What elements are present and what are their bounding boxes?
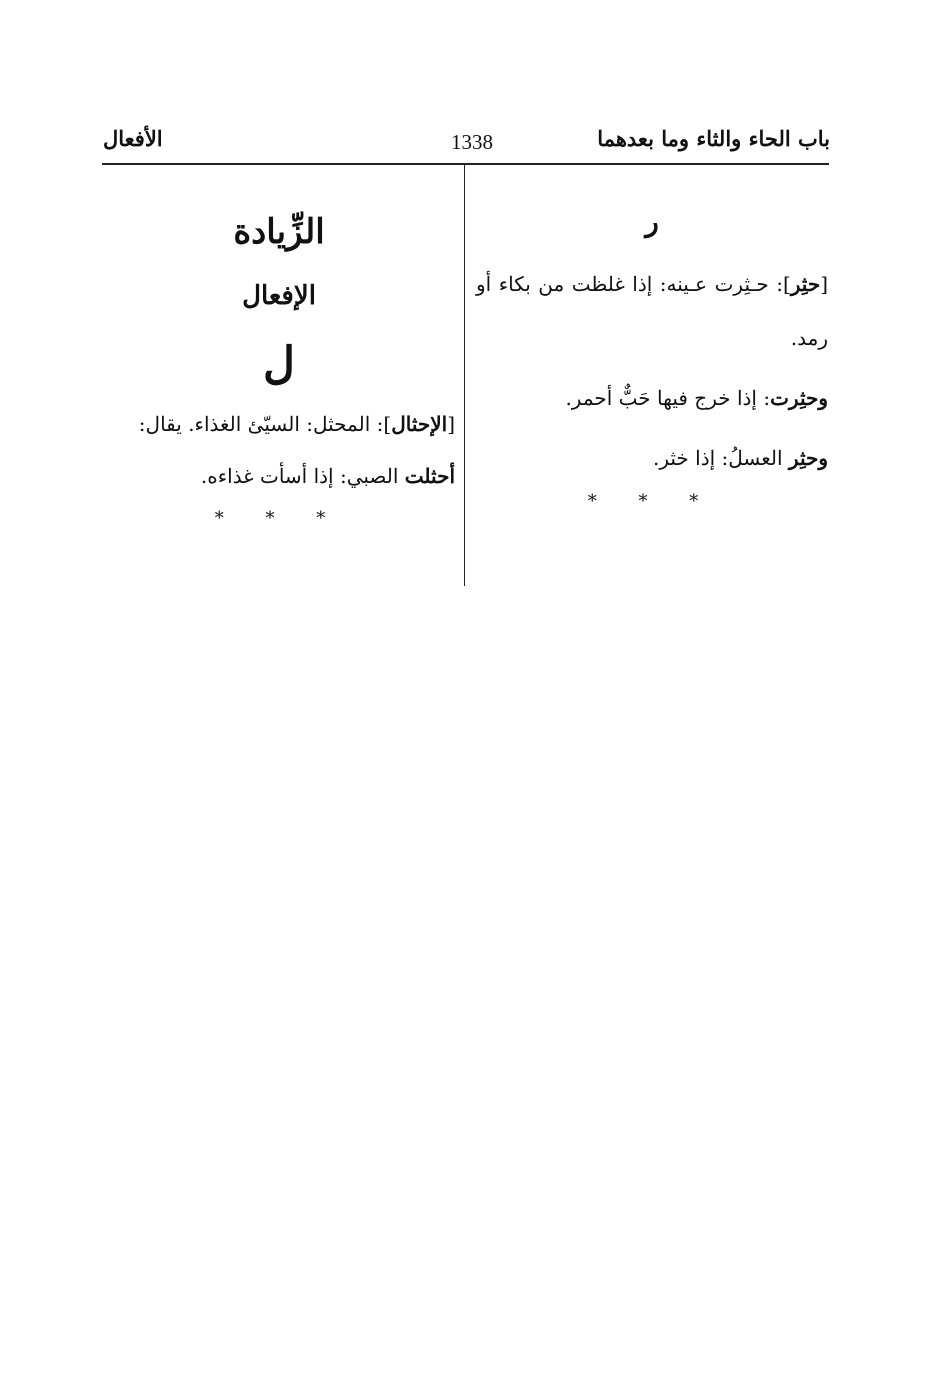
definition-text: العسلُ: إذا خثر.	[652, 445, 789, 470]
headword: أحثلت	[404, 464, 455, 489]
bracket-open: [	[447, 412, 455, 437]
headword: الإحثال	[391, 412, 448, 437]
entry-wahathira-honey	[476, 431, 828, 485]
bracket-open: [	[820, 271, 828, 296]
header-rule	[102, 163, 829, 165]
bracket-close: ]	[383, 412, 392, 437]
bracket-close: ]	[782, 271, 791, 296]
subsection-title: الإفعال	[242, 281, 316, 312]
headword: وحثِر	[788, 445, 828, 470]
entry-al-ihthal	[103, 398, 455, 502]
page-number: 1338	[451, 130, 493, 154]
column-divider	[464, 165, 465, 586]
entry-wahathirat	[476, 371, 828, 425]
definition-text: الصبي: إذا أسأت غذاءه.	[200, 464, 405, 489]
definition-text: : المحثل: السيّئ الغذاء. يقال:	[138, 412, 384, 437]
section-title: الزِّيادة	[233, 212, 325, 252]
headword: حثِر	[790, 271, 821, 296]
left-column	[103, 210, 455, 529]
running-header-chapter: باب الحاء والثاء وما بعدهما	[597, 126, 830, 151]
entry-hathira	[476, 257, 828, 365]
running-header-section: الأفعال	[103, 126, 163, 151]
letter-heading-lam: ل	[263, 337, 295, 389]
right-column	[476, 205, 828, 512]
definition-text: : حـثِرت عـينه: إذا غلظت من بكاء أو رمد.	[476, 271, 828, 350]
definition-text: : إذا خرج فيها حَبٌّ أحمر.	[565, 385, 771, 410]
section-end-stars: * * *	[214, 508, 344, 530]
letter-heading-ra: ر	[645, 205, 659, 238]
section-end-stars: * * *	[587, 490, 717, 512]
headword: وحثِرت	[770, 385, 828, 410]
